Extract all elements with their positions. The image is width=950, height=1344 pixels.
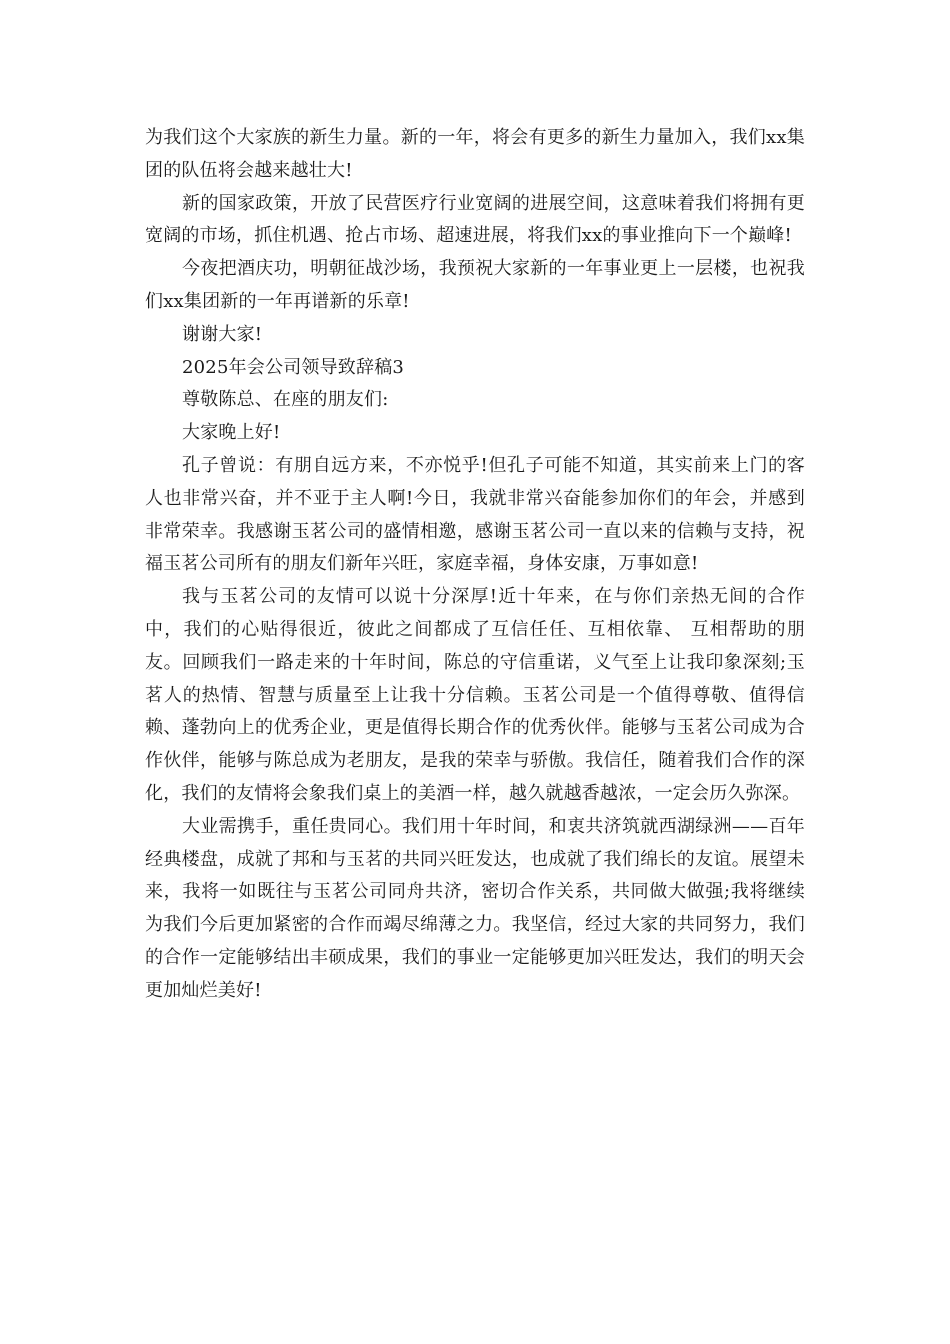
- paragraph-9: 我与玉茗公司的友情可以说十分深厚!近十年来，在与你们亲热无间的合作中，我们的心贴得很近，彼此之间都成了互信任任、互相依靠、 互相帮助的朋友。回顾我们一路走来的十年时间，陈总的守信重诺，义气至上让我印象深刻;玉茗人的热情、智慧与质量至上让我十分信赖。玉茗公司是一个值得尊敬、值得信赖、蓬勃向上的优秀企业，更是值得长期合作的优秀伙伴。能够与玉茗公司成为合作伙伴，能够与陈总成为老朋友，是我的荣幸与骄傲。我信任，随着我们合作的深化，我们的友情将会象我们桌上的美酒一样，越久就越香越浓，一定会历久弥深。: [145, 586, 805, 804]
- paragraph-10: 大业需携手，重任贵同心。我们用十年时间，和衷共济筑就西湖绿洲——百年经典楼盘，成就了邦和与玉茗的共同兴旺发达，也成就了我们绵长的友谊。展望未来，我将一如既往与玉茗公司同舟共济，密切合作关系，共同做大做强;我将继续为我们今后更加紧密的合作而竭尽绵薄之力。我坚信，经过大家的共同努力，我们的合作一定能够结出丰硕成果，我们的事业一定能够更加兴旺发达，我们的明天会更加灿烂美好!: [145, 815, 805, 1001]
- document-body: [145, 122, 805, 1008]
- paragraph-2: 新的国家政策，开放了民营医疗行业宽阔的进展空间，这意味着我们将拥有更宽阔的市场，抓住机遇、抢占市场、超速进展，将我们xx的事业推向下一个巅峰!: [145, 192, 805, 247]
- closing-thanks: 谢谢大家!: [182, 323, 263, 345]
- paragraph-3: 今夜把酒庆功，明朝征战沙场，我预祝大家新的一年事业更上一层楼，也祝我们xx集团新的一年再谱新的乐章!: [145, 258, 805, 312]
- paragraph-8: 孔子曾说：有朋自远方来，不亦悦乎!但孔子可能不知道，其实前来上门的客人也非常兴奋，并不亚于主人啊!今日，我就非常兴奋能参加你们的年会，并感到非常荣幸。我感谢玉茗公司的盛情相邀，感谢玉茗公司一直以来的信赖与支持，祝福玉茗公司所有的朋友们新年兴旺，家庭幸福，身体安康，万事如意!: [145, 454, 805, 575]
- section-title: 2025年会公司领导致辞稿3: [182, 356, 405, 378]
- greeting: 大家晚上好!: [182, 422, 281, 444]
- paragraph-1: 为我们这个大家族的新生力量。新的一年，将会有更多的新生力量加入，我们xx集团的队伍将会越来越壮大!: [145, 127, 805, 181]
- salutation: 尊敬陈总、在座的朋友们:: [182, 389, 389, 411]
